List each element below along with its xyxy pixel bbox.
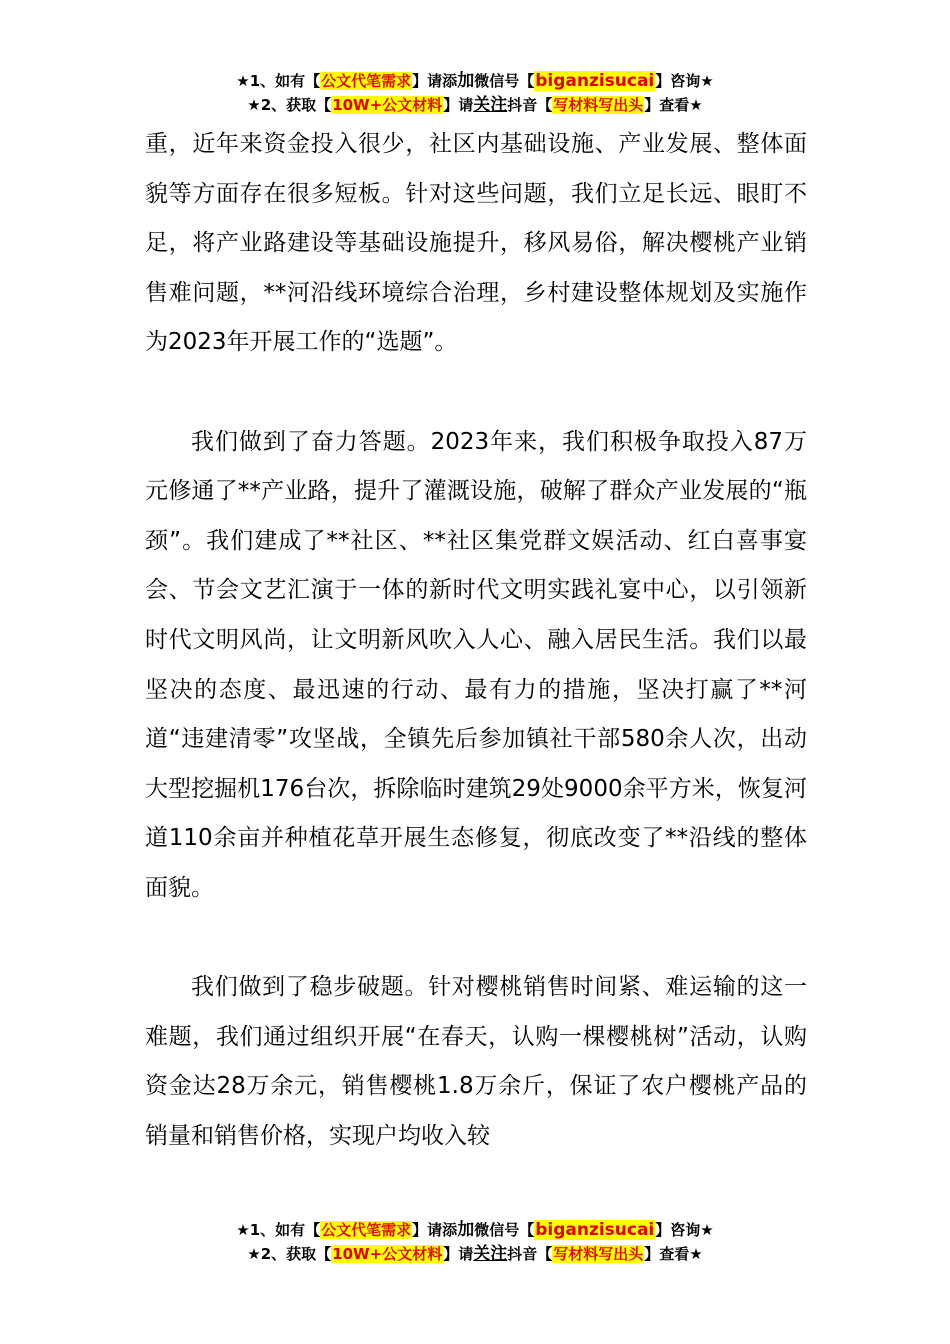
banner-text: 】查看★ bbox=[644, 1245, 703, 1263]
banner-text: 】请 bbox=[443, 96, 474, 114]
banner-text: 抖音【 bbox=[507, 96, 553, 114]
banner-text: ★2、获取【 bbox=[247, 96, 332, 114]
paragraph-breakthrough: 我们做到了稳步破题。针对樱桃销售时间紧、难运输的这一难题，我们通过组织开展“在春天，认购一棵樱桃树”活动，认购资金达28万余元，销售樱桃1.8万余斤，保证了农户樱桃产品的销量和销售价格，实现户均收入较 bbox=[145, 974, 807, 1149]
banner-text: 】查看★ bbox=[644, 96, 703, 114]
banner-text: ★2、获取【 bbox=[247, 1245, 332, 1263]
highlight-wechat-id: biganzisucai bbox=[535, 71, 655, 91]
header-banner bbox=[0, 69, 950, 117]
paragraph-answer: 我们做到了奋力答题。2023年来，我们积极争取投入87万元修通了**产业路，提升了灌溉设施，破解了群众产业发展的“瓶颈”。我们建成了**社区、**社区集党群文娱活动、红白喜事宴会、节会文艺汇演于一体的新时代文明实践礼宴中心，以引领新时代文明风尚，让文明新风吹入人心、融入居民生活。我们以最坚决的态度、最迅速的行动、最有力的措施，坚决打赢了**河道“违建清零”攻坚战，全镇先后参加镇社干部580余人次，出动大型挖掘机176台次，拆除临时建筑29处9000余平方米，恢复河道110余亩并种植花草开展生态修复，彻底改变了**沿线的整体面貌。 bbox=[145, 428, 807, 901]
banner-text: 微信号【 bbox=[474, 72, 535, 90]
highlight-service: 公文代笔需求 bbox=[321, 1221, 412, 1239]
paragraph-continuation: 重，近年来资金投入很少，社区内基础设施、产业发展、整体面貌等方面存在很多短板。针对这些问题，我们立足长远、眼盯不足，将产业路建设等基础设施提升，移风易俗，解决樱桃产业销售难问题，**河沿线环境综合治理，乡村建设整体规划及实施作为2023年开展工作的“选题”。 bbox=[145, 131, 807, 356]
banner-emphasis: 关注 bbox=[473, 95, 508, 115]
banner-text: ★1、如有【 bbox=[236, 1221, 321, 1239]
banner-emphasis: 加 bbox=[457, 71, 475, 91]
highlight-materials: 10W+公文材料 bbox=[332, 1245, 443, 1263]
banner-text: 】请添 bbox=[412, 72, 458, 90]
highlight-douyin: 写材料写出头 bbox=[553, 1245, 644, 1263]
banner-line-2 bbox=[0, 93, 950, 117]
highlight-douyin: 写材料写出头 bbox=[553, 96, 644, 114]
banner-line-1 bbox=[0, 1218, 950, 1242]
banner-text: ★1、如有【 bbox=[236, 72, 321, 90]
footer-banner bbox=[0, 1218, 950, 1266]
banner-text: 】请添 bbox=[412, 1221, 458, 1239]
highlight-wechat-id: biganzisucai bbox=[535, 1220, 655, 1240]
banner-text: 抖音【 bbox=[507, 1245, 553, 1263]
banner-line-2 bbox=[0, 1242, 950, 1266]
banner-emphasis: 关注 bbox=[473, 1244, 508, 1264]
banner-text: 】请 bbox=[443, 1245, 474, 1263]
highlight-materials: 10W+公文材料 bbox=[332, 96, 443, 114]
banner-text: 】咨询★ bbox=[655, 1221, 714, 1239]
banner-line-1 bbox=[0, 69, 950, 93]
banner-emphasis: 加 bbox=[457, 1220, 475, 1240]
paragraph-gap bbox=[145, 368, 807, 418]
banner-text: 】咨询★ bbox=[655, 72, 714, 90]
paragraph-gap bbox=[145, 914, 807, 964]
document-body bbox=[145, 120, 807, 1161]
banner-text: 微信号【 bbox=[474, 1221, 535, 1239]
highlight-service: 公文代笔需求 bbox=[321, 72, 412, 90]
